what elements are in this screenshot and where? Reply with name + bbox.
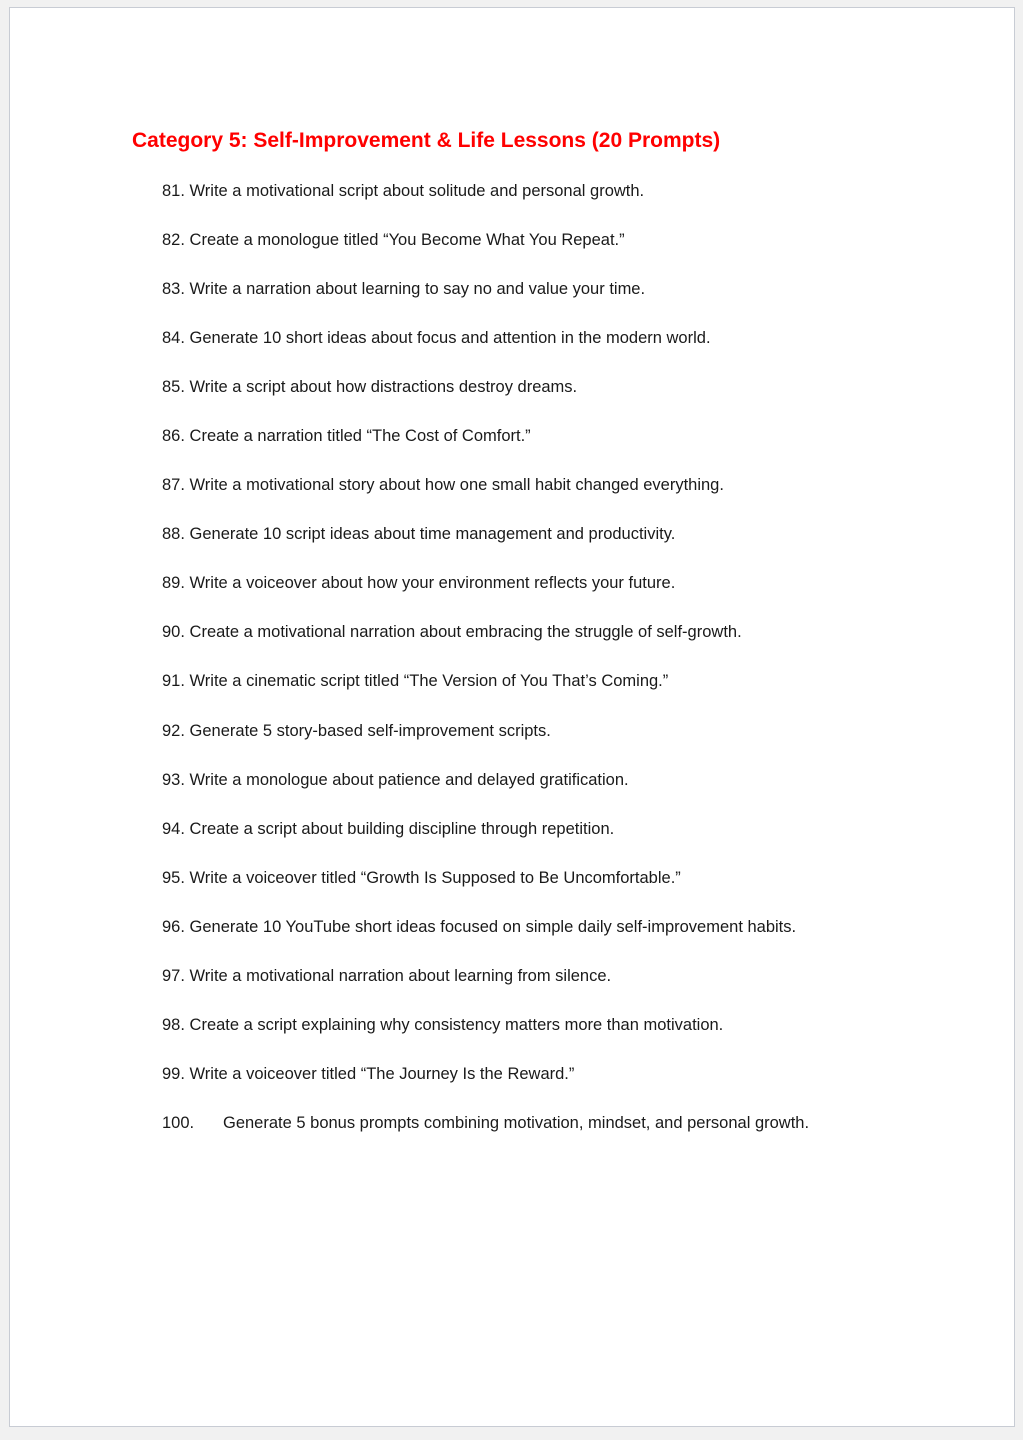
item-number: 85. (162, 378, 185, 397)
document-page (9, 7, 1015, 1427)
item-text: Write a motivational story about how one small habit changed everything. (189, 476, 724, 495)
item-number: 100. (162, 1113, 195, 1132)
list-item (162, 962, 809, 1011)
list-item (162, 667, 809, 716)
item-text: Create a motivational narration about embracing the struggle of self-growth. (189, 623, 742, 642)
item-text: Write a motivational narration about learning from silence. (189, 966, 612, 985)
item-number: 83. (162, 280, 185, 299)
item-text: Generate 5 bonus prompts combining motivation, mindset, and personal growth. (223, 1113, 810, 1132)
item-number: 90. (162, 623, 185, 642)
list-item (162, 815, 809, 864)
list-item (162, 1109, 809, 1158)
item-number: 94. (162, 819, 185, 838)
item-number: 86. (162, 427, 185, 446)
item-text: Create a monologue titled “You Become What You Repeat.” (189, 231, 625, 250)
item-number: 88. (162, 525, 185, 544)
item-number: 87. (162, 476, 185, 495)
item-number: 89. (162, 574, 185, 593)
category-heading: Category 5: Self-Improvement & Life Lessons (20 Prompts) (132, 129, 721, 152)
item-text: Generate 5 story-based self-improvement scripts. (189, 721, 551, 740)
item-text: Write a voiceover about how your environment reflects your future. (189, 574, 676, 593)
item-number: 98. (162, 1015, 185, 1034)
list-item (162, 471, 809, 520)
item-number: 95. (162, 868, 185, 887)
item-number: 99. (162, 1064, 185, 1083)
item-text: Create a script about building discipline through repetition. (189, 819, 615, 838)
list-item (162, 226, 809, 275)
item-number: 96. (162, 917, 185, 936)
list-item (162, 520, 809, 569)
item-text: Generate 10 script ideas about time management and productivity. (189, 525, 676, 544)
item-text: Write a cinematic script titled “The Version of You That’s Coming.” (189, 672, 669, 691)
list-item (162, 569, 809, 618)
list-item (162, 913, 809, 962)
item-text: Generate 10 short ideas about focus and attention in the modern world. (189, 329, 711, 348)
item-text: Generate 10 YouTube short ideas focused on simple daily self-improvement habits. (189, 917, 797, 936)
item-text: Write a script about how distractions destroy dreams. (189, 378, 578, 397)
item-number: 92. (162, 721, 185, 740)
list-item (162, 717, 809, 766)
list-item (162, 766, 809, 815)
list-item (162, 1011, 809, 1060)
list-item (162, 422, 809, 471)
item-text: Write a motivational script about solitude and personal growth. (189, 182, 645, 200)
item-number: 84. (162, 329, 185, 348)
list-item (162, 373, 809, 422)
item-text: Write a voiceover titled “The Journey Is the Reward.” (189, 1064, 575, 1083)
list-item (162, 1060, 809, 1109)
item-number: 82. (162, 231, 185, 250)
item-text: Write a voiceover titled “Growth Is Supposed to Be Uncomfortable.” (189, 868, 681, 887)
item-text: Write a monologue about patience and delayed gratification. (189, 770, 629, 789)
list-item (162, 324, 809, 373)
item-number: 97. (162, 966, 185, 985)
item-number: 81. (162, 182, 185, 200)
prompt-list (162, 177, 809, 1158)
list-item (162, 864, 809, 913)
list-item (162, 177, 809, 226)
item-number: 91. (162, 672, 185, 691)
list-item (162, 618, 809, 667)
item-text: Write a narration about learning to say no and value your time. (189, 280, 646, 299)
list-item (162, 275, 809, 324)
item-text: Create a script explaining why consistency matters more than motivation. (189, 1015, 724, 1034)
item-text: Create a narration titled “The Cost of Comfort.” (189, 427, 531, 446)
item-number: 93. (162, 770, 185, 789)
